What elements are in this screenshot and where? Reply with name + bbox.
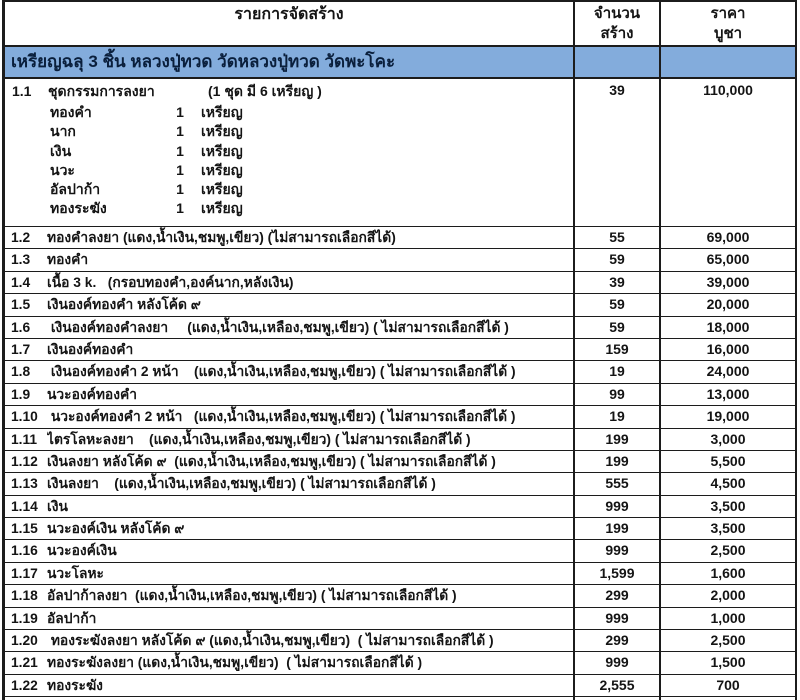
item-description: ทองระฆัง xyxy=(47,677,103,693)
item-description: เงินลงยา หลังโค้ด ๙ (แดง,น้ำเงิน,เหลือง,ชมพู,เขียว) ( ไม่สามารถเลือกสีได้ ) xyxy=(47,453,496,469)
column-header-quantity-line2: สร้าง xyxy=(600,25,634,42)
quantity-cell: 59 xyxy=(575,317,661,338)
section-banner-row xyxy=(5,47,795,79)
item-cell xyxy=(5,473,575,494)
price-cell: 20,000 xyxy=(706,296,750,313)
quantity-cell: 2,555 xyxy=(575,675,661,696)
item-number: 1.3 xyxy=(11,252,31,268)
group-sub-item-row xyxy=(5,122,573,141)
group-quantity-cell: 39 xyxy=(575,79,661,226)
sub-item-quantity: 1 xyxy=(176,161,184,178)
column-header-quantity xyxy=(575,2,661,45)
table-row xyxy=(5,540,795,562)
item-number: 1.21 xyxy=(11,655,38,671)
quantity-cell: 19 xyxy=(575,406,661,427)
item-description: อัลปาก้า xyxy=(47,610,97,626)
item-number: 1.4 xyxy=(11,274,31,290)
item-description: เนื้อ 3 k. (กรอบทองคำ,องค์นาก,หลังเงิน) xyxy=(47,274,294,290)
sub-item-quantity: 1 xyxy=(176,104,184,120)
group-sub-item-row xyxy=(5,142,573,161)
table-header-row xyxy=(5,2,795,47)
table-row xyxy=(5,249,795,271)
item-number: 1.16 xyxy=(11,543,38,559)
group-sub-item-row xyxy=(5,199,573,218)
section-banner-title: เหรียญฉลุ 3 ชิ้น หลวงปู่ทวด วัดหลวงปู่ทวด วัดพะโคะ xyxy=(5,47,575,77)
price-cell: 24,000 xyxy=(706,363,750,380)
item-number: 1.20 xyxy=(11,633,38,649)
item-description: อัลปาก้าลงยา (แดง,น้ำเงิน,เหลือง,ชมพู,เขียว) ( ไม่สามารถเลือกสีได้ ) xyxy=(47,588,457,604)
item-cell xyxy=(5,317,575,338)
price-table xyxy=(2,0,797,700)
price-cell: 2,500 xyxy=(710,632,746,649)
quantity-cell: 99 xyxy=(575,384,661,405)
item-number: 1.12 xyxy=(11,453,38,469)
item-number: 1.13 xyxy=(11,476,38,492)
sub-item-name: นวะ xyxy=(50,161,75,178)
column-header-price-line1: ราคา xyxy=(710,5,746,22)
quantity-cell: 199 xyxy=(575,518,661,539)
item-description: ทองระฆังลงยา (แดง,น้ำเงิน,ชมพู,เขียว) ( ไม่สามารถเลือกสีได้ ) xyxy=(47,655,423,671)
item-number: 1.6 xyxy=(11,319,31,335)
item-description: เงินองค์ทองคำ xyxy=(47,341,134,357)
item-cell xyxy=(5,675,575,696)
quantity-cell: 39 xyxy=(575,272,661,293)
group-sub-item-row xyxy=(5,180,573,199)
table-body xyxy=(5,227,795,697)
group-sub-items xyxy=(5,103,573,219)
price-cell: 1,500 xyxy=(710,654,746,671)
table-row xyxy=(5,339,795,361)
item-cell xyxy=(5,384,575,405)
group-sub-item-row xyxy=(5,161,573,180)
column-header-item: รายการจัดสร้าง xyxy=(5,2,575,45)
quantity-cell: 999 xyxy=(575,540,661,561)
item-description: เงินองค์ทองคำ หลังโค้ด ๙ xyxy=(47,297,201,313)
item-number: 1.10 xyxy=(11,409,38,425)
item-cell xyxy=(5,496,575,517)
quantity-cell: 59 xyxy=(575,294,661,315)
table-row xyxy=(5,518,795,540)
table-row xyxy=(5,608,795,630)
table-row xyxy=(5,675,795,697)
sub-item-quantity: 1 xyxy=(176,200,184,217)
item-description: นวะองค์เงิน หลังโค้ด ๙ xyxy=(47,521,185,537)
group-number: 1.1 xyxy=(12,83,32,99)
group-note: (1 ชุด มี 6 เหรียญ ) xyxy=(208,83,322,99)
sub-item-quantity: 1 xyxy=(176,181,184,198)
price-cell: 1,000 xyxy=(710,609,746,626)
item-cell xyxy=(5,652,575,673)
group-name: ชุดกรรมการลงยา xyxy=(48,83,155,99)
quantity-cell: 19 xyxy=(575,361,661,382)
price-cell: 700 xyxy=(716,676,740,693)
quantity-cell: 999 xyxy=(575,652,661,673)
item-cell xyxy=(5,540,575,561)
item-number: 1.5 xyxy=(11,297,31,313)
price-cell: 5,500 xyxy=(710,452,746,469)
column-header-price xyxy=(661,2,795,45)
table-row xyxy=(5,630,795,652)
quantity-cell: 55 xyxy=(575,227,661,248)
quantity-cell: 299 xyxy=(575,585,661,606)
price-cell: 2,000 xyxy=(710,587,746,604)
item-cell xyxy=(5,608,575,629)
sub-item-unit: เหรียญ xyxy=(201,142,243,159)
item-cell xyxy=(5,272,575,293)
table-row xyxy=(5,473,795,495)
item-description: ทองระฆังลงยา หลังโค้ด ๙ (แดง,น้ำเงิน,ชมพู,เขียว) ( ไม่สามารถเลือกสีได้ ) xyxy=(47,633,494,649)
item-cell xyxy=(5,585,575,606)
item-cell xyxy=(5,339,575,360)
price-cell: 18,000 xyxy=(706,318,750,335)
sub-item-unit: เหรียญ xyxy=(201,161,243,178)
sub-item-quantity: 1 xyxy=(176,123,184,140)
item-number: 1.18 xyxy=(11,588,38,604)
column-header-price-line2: บูชา xyxy=(713,25,743,42)
table-row xyxy=(5,227,795,249)
item-number: 1.8 xyxy=(11,364,31,380)
item-description: นวะองค์ทองคำ xyxy=(47,386,137,402)
quantity-cell: 199 xyxy=(575,429,661,450)
sub-item-name: อัลปาก้า xyxy=(50,181,101,198)
item-cell xyxy=(5,630,575,651)
table-row xyxy=(5,294,795,316)
price-cell: 39,000 xyxy=(706,273,750,290)
section-banner-price-cell xyxy=(661,47,795,77)
table-row xyxy=(5,317,795,339)
group-main-line xyxy=(5,79,573,103)
item-cell xyxy=(5,563,575,584)
price-cell: 13,000 xyxy=(706,385,750,402)
item-description: เงินองค์ทองคำลงยา (แดง,น้ำเงิน,เหลือง,ชมพู,เขียว) ( ไม่สามารถเลือกสีได้ ) xyxy=(47,319,509,335)
quantity-cell: 299 xyxy=(575,630,661,651)
quantity-cell: 999 xyxy=(575,496,661,517)
item-description: นวะโลหะ xyxy=(47,565,104,581)
sub-item-unit: เหรียญ xyxy=(201,200,243,217)
sub-item-name: เงิน xyxy=(50,142,72,159)
item-cell xyxy=(5,429,575,450)
table-row xyxy=(5,451,795,473)
price-cell: 16,000 xyxy=(706,340,750,357)
group-row-1-1 xyxy=(5,79,795,227)
price-cell: 3,500 xyxy=(710,520,746,537)
sub-item-unit: เหรียญ xyxy=(201,123,243,140)
item-description: ไตรโลหะลงยา (แดง,น้ำเงิน,เหลือง,ชมพู,เขียว) ( ไม่สามารถเลือกสีได้ ) xyxy=(47,431,471,447)
price-cell: 65,000 xyxy=(706,251,750,268)
item-cell xyxy=(5,294,575,315)
table-row xyxy=(5,429,795,451)
sub-item-unit: เหรียญ xyxy=(201,181,243,198)
sub-item-unit: เหรียญ xyxy=(201,104,243,120)
item-description: เงินลงยา (แดง,น้ำเงิน,เหลือง,ชมพู,เขียว) ( ไม่สามารถเลือกสีได้ ) xyxy=(47,476,436,492)
sub-item-name: ทองคำ xyxy=(50,104,92,120)
item-description: นวะองค์เงิน xyxy=(47,543,117,559)
table-row xyxy=(5,563,795,585)
price-cell: 19,000 xyxy=(706,408,750,425)
item-number: 1.22 xyxy=(11,677,38,693)
quantity-cell: 159 xyxy=(575,339,661,360)
item-cell xyxy=(5,518,575,539)
sub-item-name: ทองระฆัง xyxy=(50,200,107,217)
item-description: ทองคำลงยา (แดง,น้ำเงิน,ชมพู,เขียว) (ไม่สามารถเลือกสีได้) xyxy=(47,230,396,245)
quantity-cell: 555 xyxy=(575,473,661,494)
price-cell: 4,500 xyxy=(710,475,746,492)
item-cell xyxy=(5,227,575,248)
group-sub-item-row xyxy=(5,103,573,122)
section-banner-quantity-cell xyxy=(575,47,661,77)
item-number: 1.11 xyxy=(11,431,38,447)
table-row xyxy=(5,585,795,607)
table-row xyxy=(5,652,795,674)
sub-item-quantity: 1 xyxy=(176,142,184,159)
group-item-cell xyxy=(5,79,575,226)
item-description: ทองคำ xyxy=(47,252,89,268)
quantity-cell: 999 xyxy=(575,608,661,629)
item-description: เงิน xyxy=(47,498,68,514)
item-number: 1.14 xyxy=(11,498,38,514)
item-description: นวะองค์ทองคำ 2 หน้า (แดง,น้ำเงิน,เหลือง,ชมพู,เขียว) ( ไม่สามารถเลือกสีได้ ) xyxy=(47,409,516,425)
quantity-cell: 199 xyxy=(575,451,661,472)
item-cell xyxy=(5,249,575,270)
item-cell xyxy=(5,361,575,382)
table-row xyxy=(5,272,795,294)
item-number: 1.9 xyxy=(11,386,31,402)
table-row xyxy=(5,406,795,428)
item-number: 1.19 xyxy=(11,610,38,626)
quantity-cell: 59 xyxy=(575,249,661,270)
item-number: 1.7 xyxy=(11,341,31,357)
group-price-cell: 110,000 xyxy=(703,82,753,98)
table-row xyxy=(5,361,795,383)
table-row xyxy=(5,384,795,406)
price-cell: 3,000 xyxy=(710,430,746,447)
price-cell: 69,000 xyxy=(706,229,750,245)
column-header-quantity-line1: จำนวน xyxy=(593,5,641,22)
price-cell: 2,500 xyxy=(710,542,746,559)
item-number: 1.2 xyxy=(11,230,31,245)
quantity-cell: 1,599 xyxy=(575,563,661,584)
table-row xyxy=(5,496,795,518)
item-number: 1.15 xyxy=(11,521,38,537)
item-number: 1.17 xyxy=(11,565,38,581)
item-cell xyxy=(5,451,575,472)
sub-item-name: นาก xyxy=(50,123,76,140)
item-description: เงินองค์ทองคำ 2 หน้า (แดง,น้ำเงิน,เหลือง,ชมพู,เขียว) ( ไม่สามารถเลือกสีได้ ) xyxy=(47,364,516,380)
price-cell: 1,600 xyxy=(710,564,746,581)
item-cell xyxy=(5,406,575,427)
price-cell: 3,500 xyxy=(710,497,746,514)
